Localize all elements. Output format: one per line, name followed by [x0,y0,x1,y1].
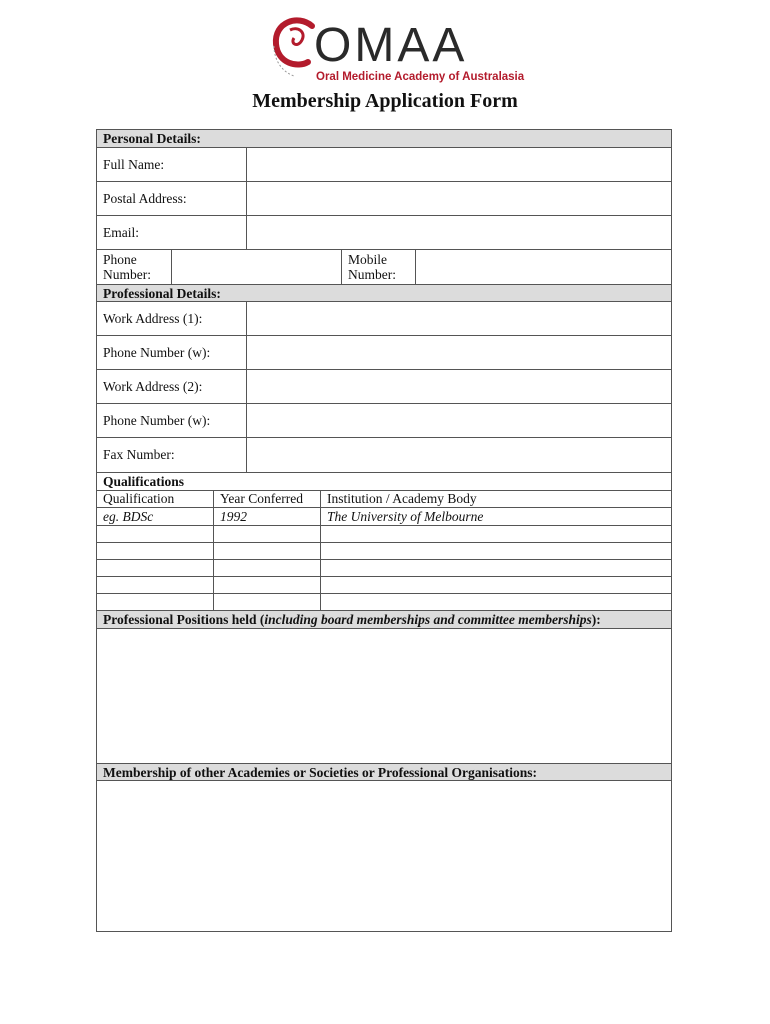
institution-field[interactable] [321,560,671,576]
table-row [97,594,671,611]
logo-wordmark: OMAA [314,19,468,72]
postal-address-field[interactable] [247,182,671,215]
mobile-number-label: Mobile Number: [342,250,416,284]
phone-w-1-label: Phone Number (w): [103,344,211,360]
postal-address-row [97,182,671,216]
year-field[interactable] [214,594,321,610]
phone-mobile-row [97,250,671,285]
qualifications-header-row [97,490,671,508]
postal-address-label: Postal Address: [103,190,187,206]
email-label: Email: [103,224,139,240]
example-qualification: eg. BDSc [97,508,214,525]
table-row [97,543,671,560]
phone-number-label: Phone Number: [97,250,172,284]
application-form [96,129,672,932]
fax-label: Fax Number: [103,447,175,462]
column-header-year-conferred: Year Conferred [214,491,321,507]
phone-w-1-row [97,336,671,370]
year-field[interactable] [214,543,321,559]
section-professional-positions: Professional Positions held (including board memberships and committee memberships): [97,611,671,629]
full-name-row [97,148,671,182]
full-name-field[interactable] [247,148,671,181]
section-professional-details: Professional Details: [97,285,671,302]
table-row [97,577,671,594]
table-row [97,526,671,543]
page-title: Membership Application Form [252,90,518,112]
year-field[interactable] [214,577,321,593]
institution-field[interactable] [321,577,671,593]
work-address-1-row [97,302,671,336]
institution-field[interactable] [321,526,671,542]
work-address-1-field[interactable] [247,302,671,335]
phone-w-2-field[interactable] [247,404,671,437]
full-name-label: Full Name: [103,156,165,172]
professional-positions-field[interactable] [97,629,671,764]
omaa-logo [268,16,525,88]
email-row [97,216,671,250]
year-field[interactable] [214,560,321,576]
section-memberships: Membership of other Academies or Societies or Professional Organisations: [97,764,671,781]
institution-field[interactable] [321,594,671,610]
column-header-institution: Institution / Academy Body [327,491,477,506]
section-personal-details: Personal Details: [97,130,671,148]
qualification-field[interactable] [97,526,214,542]
qualification-field[interactable] [97,560,214,576]
phone-w-1-field[interactable] [247,336,671,369]
section-qualifications: Qualifications [103,474,185,489]
logo-subtitle: Oral Medicine Academy of Australasia [316,71,525,83]
qualification-field[interactable] [97,577,214,593]
phone-number-field[interactable] [172,250,342,284]
qualifications-example-row [97,508,671,526]
column-header-qualification: Qualification [97,491,214,507]
example-institution: The University of Melbourne [327,509,484,524]
example-year: 1992 [214,508,321,525]
work-address-2-field[interactable] [247,370,671,403]
table-row [97,560,671,577]
fax-row [97,438,671,473]
institution-field[interactable] [321,543,671,559]
email-field[interactable] [247,216,671,249]
qualification-field[interactable] [97,594,214,610]
memberships-field[interactable] [97,781,671,931]
phone-w-2-label: Phone Number (w): [103,412,211,428]
work-address-1-label: Work Address (1): [103,310,203,326]
phone-w-2-row [97,404,671,438]
year-field[interactable] [214,526,321,542]
fax-field[interactable] [247,438,671,472]
work-address-2-row [97,370,671,404]
work-address-2-label: Work Address (2): [103,378,203,394]
mobile-number-field[interactable] [416,250,671,284]
qualification-field[interactable] [97,543,214,559]
